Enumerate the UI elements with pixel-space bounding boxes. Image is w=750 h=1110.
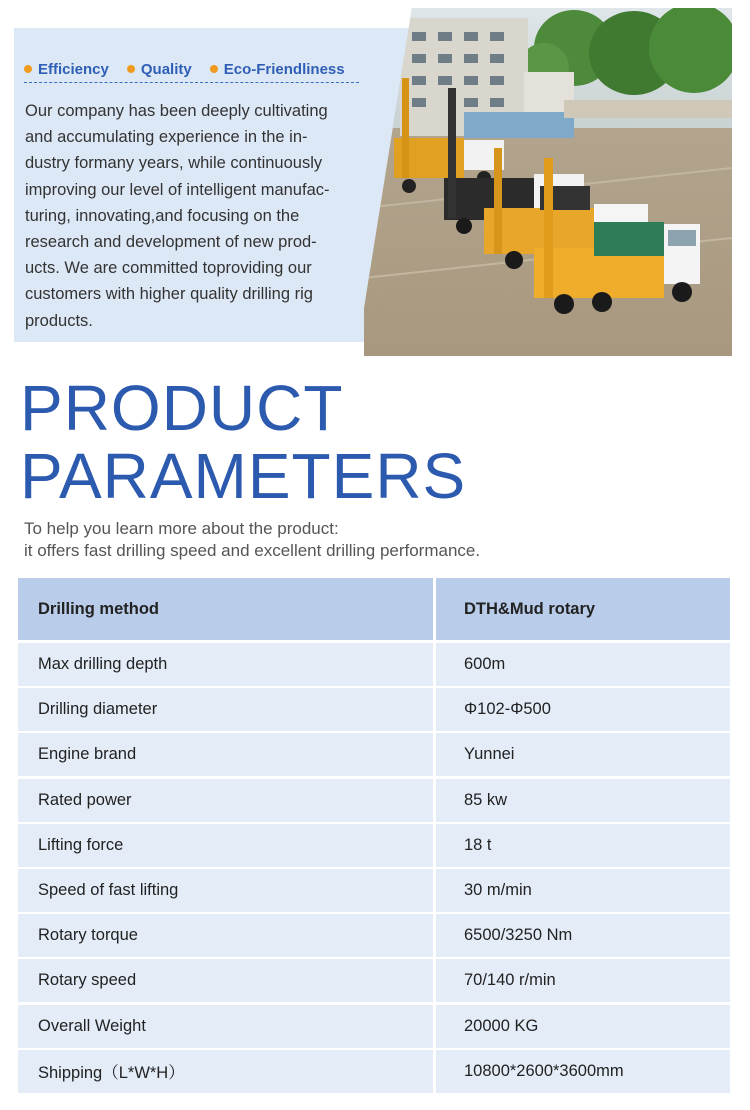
param-value: 6500/3250 Nm (436, 914, 730, 957)
description-line: improving our level of intelligent manufac- (25, 180, 330, 199)
table-row (18, 959, 730, 1002)
table-row (18, 733, 730, 776)
param-value: 20000 KG (436, 1005, 730, 1048)
param-name: Shipping（L*W*H） (18, 1050, 433, 1093)
title-line: PARAMETERS (20, 440, 467, 512)
subtitle-line: To help you learn more about the product: (24, 519, 339, 538)
description-line: turing, innovating,and focusing on the (25, 206, 300, 225)
drilling-rigs-photo (364, 8, 732, 356)
param-value: Yunnei (436, 733, 730, 776)
company-description (25, 98, 370, 334)
bullet-dot-icon (210, 65, 218, 73)
description-line: and accumulating experience in the in- (25, 128, 308, 147)
param-name: Rotary torque (18, 914, 433, 957)
feature-label: Eco-Friendliness (223, 60, 345, 78)
table-row (18, 914, 730, 957)
bullet-dot-icon (24, 65, 32, 73)
parameters-table (18, 578, 730, 1095)
description-line: research and development of new prod- (25, 233, 317, 252)
title-line: PRODUCT (20, 372, 344, 444)
table-row (18, 643, 730, 686)
table-row (18, 779, 730, 822)
description-line: ucts. We are committed toproviding our (25, 259, 312, 278)
page-subtitle (24, 518, 480, 562)
feature-quality (127, 61, 192, 78)
param-name: Overall Weight (18, 1005, 433, 1048)
feature-label: Quality (140, 60, 192, 78)
param-value: 18 t (436, 824, 730, 867)
param-value: 600m (436, 643, 730, 686)
header-cell: DTH&Mud rotary (436, 578, 730, 640)
feature-eco-friendliness (210, 61, 345, 78)
param-name: Max drilling depth (18, 643, 433, 686)
bullet-dot-icon (127, 65, 135, 73)
description-line: customers with higher quality drilling rig (25, 285, 313, 304)
description-line: Our company has been deeply cultivating (25, 102, 328, 120)
param-name: Speed of fast lifting (18, 869, 433, 912)
param-value: 10800*2600*3600mm (436, 1050, 730, 1093)
param-value: Φ102-Φ500 (436, 688, 730, 731)
param-name: Drilling diameter (18, 688, 433, 731)
description-line: dustry formany years, while continuously (25, 154, 323, 173)
subtitle-line: it offers fast drilling speed and excellent drilling performance. (24, 541, 481, 560)
description-line: products. (25, 311, 93, 330)
table-row (18, 688, 730, 731)
feature-label: Efficiency (38, 60, 109, 78)
param-value: 85 kw (436, 779, 730, 822)
page-title (20, 374, 466, 510)
header-cell: Drilling method (18, 578, 433, 640)
table-row (18, 869, 730, 912)
param-value: 70/140 r/min (436, 959, 730, 1002)
param-value: 30 m/min (436, 869, 730, 912)
table-row (18, 1005, 730, 1048)
table-header-row (18, 578, 730, 640)
table-row (18, 824, 730, 867)
param-name: Lifting force (18, 824, 433, 867)
feature-tags (24, 56, 359, 83)
param-name: Rated power (18, 779, 433, 822)
param-name: Rotary speed (18, 959, 433, 1002)
table-row (18, 1050, 730, 1093)
param-name: Engine brand (18, 733, 433, 776)
feature-efficiency (24, 61, 109, 78)
